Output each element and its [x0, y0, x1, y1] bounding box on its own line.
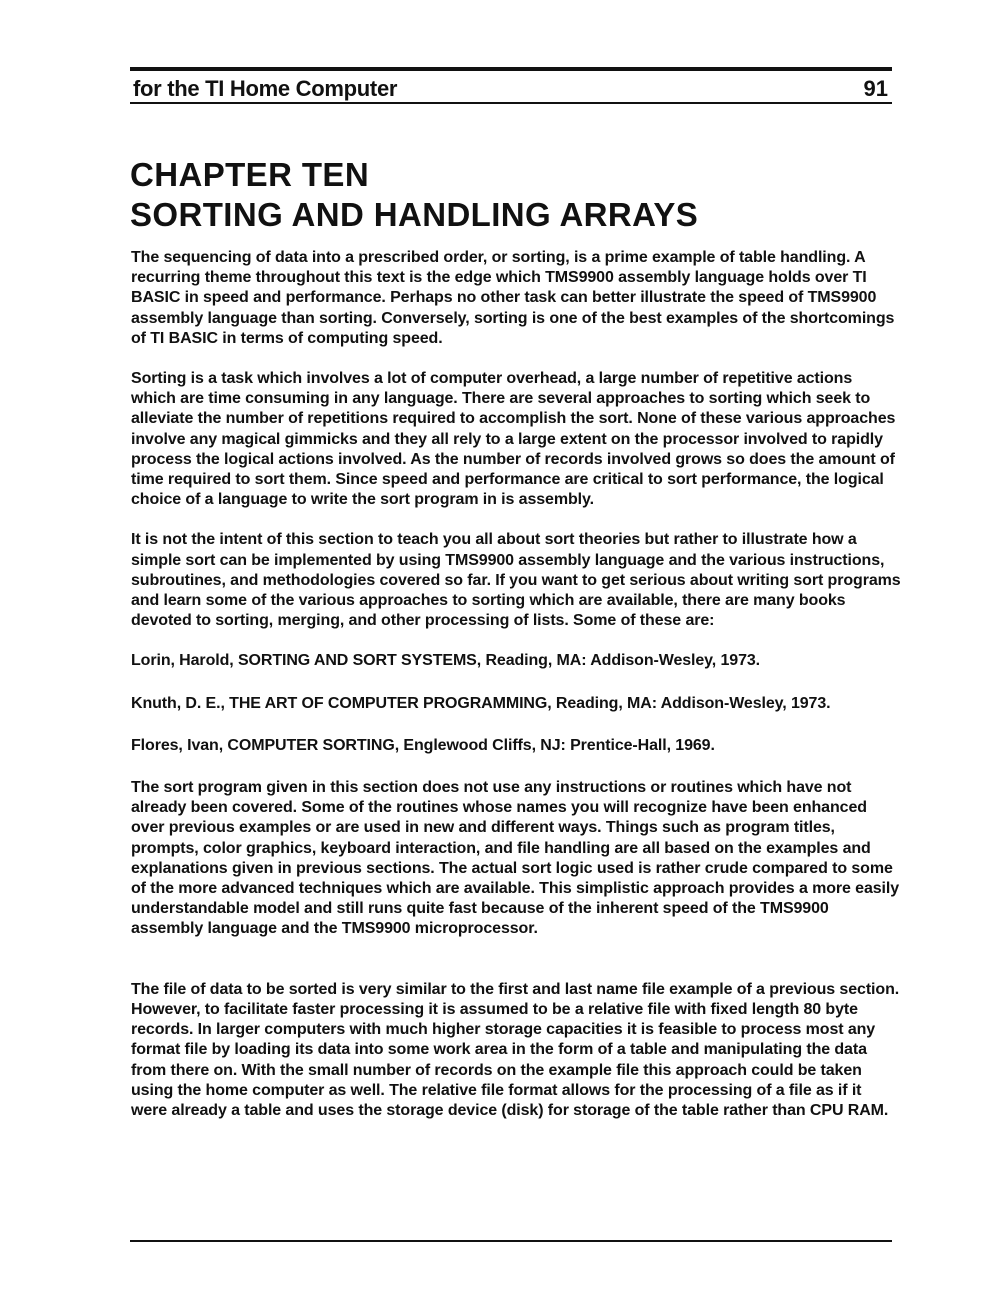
- chapter-heading: [130, 155, 698, 235]
- reference-knuth: Knuth, D. E., THE ART OF COMPUTER PROGRAMMING, Reading, MA: Addison-Wesley, 1973.: [131, 694, 831, 712]
- chapter-title: SORTING AND HANDLING ARRAYS: [130, 196, 699, 233]
- header-top-rule: [130, 67, 892, 71]
- paragraph-overhead: Sorting is a task which involves a lot of computer overhead, a large number of repetitive actions which are time consuming in any language. There are several approaches to sorting which seek to alleviate the number of repetitions required to accomplish the sort. None of these various approaches involve any magical gimmicks and they all rely to a large extent on the processor involved to rapidly process the logical actions involved. As the number of records involved grows so does the amount of time required to sort them. Since speed and performance are critical to sort performance, the logical choice of a language to write the sort program in is assembly.: [131, 370, 896, 509]
- paragraph-sort-program: The sort program given in this section does not use any instructions or routines which have not already been covered. Some of the routines whose names you will recognize have been enhanced over previous examples or are used in new and different ways. Things such as program titles, prompts, color graphics, keyboard interaction, and file handling are all based on the examples and explanations given in previous sections. The actual sort logic used is rather crude compared to some of the more advanced techniques which are available. This simplistic approach provides a more easily understandable model and still runs quite fast because of the inherent speed of the TMS9900 assembly language and the TMS9900 microprocessor.: [131, 779, 900, 938]
- paragraph-data-file: The file of data to be sorted is very similar to the first and last name file example of a previous section. However, to facilitate faster processing it is assumed to be a relative file with fixed length 80 byte records. In larger computers with much higher storage capacities it is feasible to process most any format file by loading its data into some work area in the form of a table and manipulating the data from there on. With the small number of records on the example file this approach could be taken using the home computer as well. The relative file format allows for the processing of a file as if it were already a table and uses the storage device (disk) for storage of the table rather than CPU RAM.: [131, 980, 900, 1119]
- page-number: 91: [863, 76, 888, 101]
- paragraph-intro: The sequencing of data into a prescribed order, or sorting, is a prime example of table handling. A recurring theme throughout this text is the edge which TMS9900 assembly language holds over TI BASIC in speed and performance. Perhaps no other task can better illustrate the speed of TMS9900 assembly language than sorting. Conversely, sorting is one of the best examples of the shortcomings of TI BASIC in terms of computing speed.: [131, 249, 895, 347]
- body-text: [131, 248, 901, 1141]
- reference-lorin: Lorin, Harold, SORTING AND SORT SYSTEMS, Reading, MA: Addison-Wesley, 1973.: [131, 652, 761, 670]
- running-header: [130, 76, 892, 104]
- reference-flores: Flores, Ivan, COMPUTER SORTING, Englewood Cliffs, NJ: Prentice-Hall, 1969.: [131, 736, 715, 754]
- paragraph-intent: It is not the intent of this section to teach you all about sort theories but rather to illustrate how a simple sort can be implemented by using TMS9900 assembly language and the various instructions, subroutines, and methodologies covered so far. If you want to get serious about writing sort programs and learn some of the various approaches to sorting which are available, there are many books devoted to sorting, merging, and other processing of lists. Some of these are:: [131, 531, 901, 630]
- chapter-number: CHAPTER TEN: [130, 156, 370, 193]
- running-header-title: for the TI Home Computer: [133, 76, 398, 101]
- footer-rule: [130, 1240, 892, 1242]
